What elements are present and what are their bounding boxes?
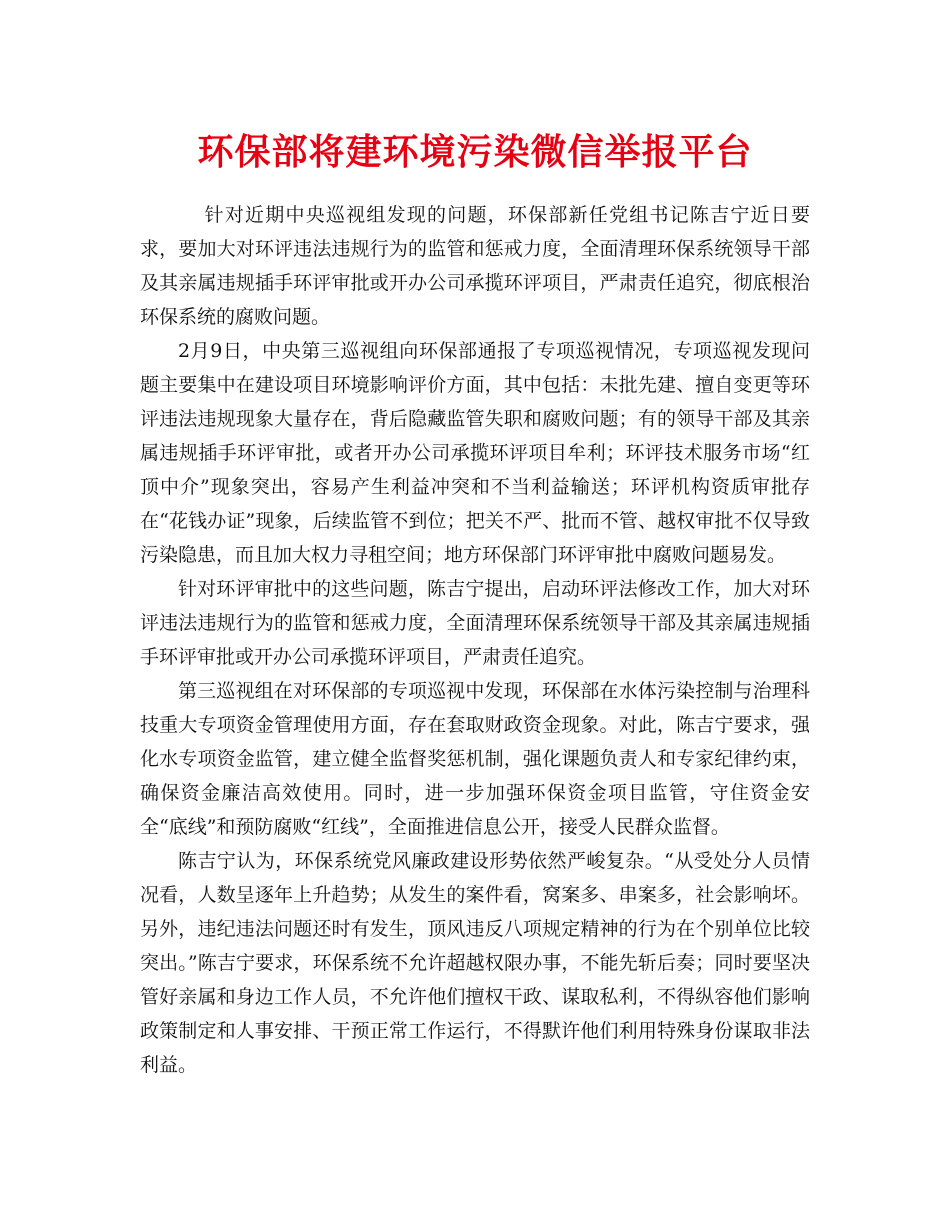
- paragraph-3: 针对环评审批中的这些问题，陈吉宁提出，启动环评法修改工作，加大对环评违法违规行为的监管和惩戒力度，全面清理环保系统领导干部及其亲属违规插手环评审批或开办公司承揽环评项目，严肃责任追究。: [140, 578, 810, 668]
- paragraph-1: 针对近期中央巡视组发现的问题，环保部新任党组书记陈吉宁近日要求，要加大对环评违法违规行为的监管和惩戒力度，全面清理环保系统领导干部及其亲属违规插手环评审批或开办公司承揽环评项目，严肃责任追究，彻底根治环保系统的腐败问题。: [140, 204, 810, 328]
- paragraph-5: 陈吉宁认为，环保系统党风廉政建设形势依然严峻复杂。“从受处分人员情况看，人数呈逐年上升趋势；从发生的案件看，窝案多、串案多，社会影响坏。另外，违纪违法问题还时有发生，顶风违反八项规定精神的行为在个别单位比较突出。”陈吉宁要求，环保系统不允许超越权限办事，不能先斩后奏；同时要坚决管好亲属和身边工作人员，不允许他们擅权干政、谋取私利，不得纵容他们影响政策制定和人事安排、干预正常工作运行，不得默许他们利用特殊身份谋取非法利益。: [140, 850, 810, 1076]
- paragraph-2: 2月9日，中央第三巡视组向环保部通报了专项巡视情况，专项巡视发现问题主要集中在建设项目环境影响评价方面，其中包括：未批先建、擅自变更等环评违法违规现象大量存在，背后隐藏监管失职和腐败问题；有的领导干部及其亲属违规插手环评审批，或者开办公司承揽环评项目牟利；环评技术服务市场“红顶中介”现象突出，容易产生利益冲突和不当利益输送；环评机构资质审批存在“花钱办证”现象，后续监管不到位；把关不严、批而不管、越权审批不仅导致污染隐患，而且加大权力寻租空间；地方环保部门环评审批中腐败问题易发。: [140, 340, 810, 566]
- paragraph-4: 第三巡视组在对环保部的专项巡视中发现，环保部在水体污染控制与治理科技重大专项资金管理使用方面，存在套取财政资金现象。对此，陈吉宁要求，强化水专项资金监管，建立健全监督奖惩机制，强化课题负责人和专家纪律约束，确保资金廉洁高效使用。同时，进一步加强环保资金项目监管，守住资金安全“底线”和预防腐败“红线”，全面推进信息公开，接受人民群众监督。: [140, 680, 810, 838]
- document-title: 环保部将建环境污染微信举报平台: [197, 131, 753, 173]
